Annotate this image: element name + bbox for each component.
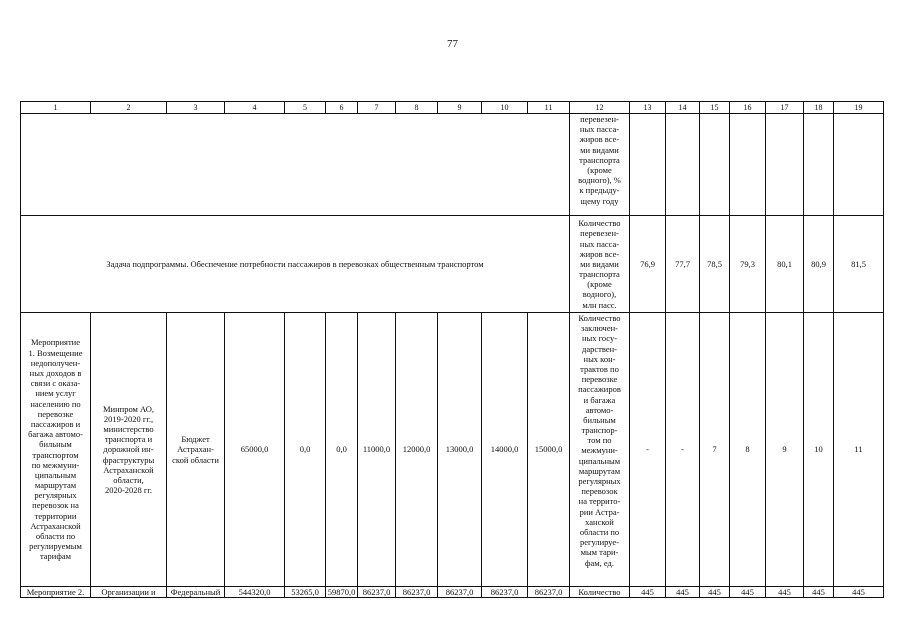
executor-cell: Организации и (91, 587, 167, 598)
value-cell: 445 (834, 587, 884, 598)
year-value-cell: 12000,0 (396, 313, 438, 587)
value-cell: 76,9 (630, 216, 666, 313)
value-cell: 8 (730, 313, 766, 587)
year-value-cell: 86237,0 (358, 587, 396, 598)
header-cell: 14 (666, 102, 700, 114)
header-row (21, 102, 884, 114)
year-value-cell: 15000,0 (528, 313, 570, 587)
year-value-cell: 86237,0 (528, 587, 570, 598)
total-cell: 65000,0 (225, 313, 285, 587)
value-cell: 81,5 (834, 216, 884, 313)
total-cell: 544320,0 (225, 587, 285, 598)
header-cell: 1 (21, 102, 91, 114)
header-cell: 8 (396, 102, 438, 114)
value-cell: 78,5 (700, 216, 730, 313)
empty-merged-cell (21, 114, 570, 216)
year-value-cell: 53265,0 (285, 587, 326, 598)
measure-row (21, 587, 884, 598)
header-cell: 16 (730, 102, 766, 114)
value-cell: 445 (730, 587, 766, 598)
value-cell: 80,1 (766, 216, 804, 313)
value-cell (666, 114, 700, 216)
executor-cell: Минпром АО, 2019-2020 гг., министерство транспорта и дорожной ин- фраструктуры Астраханской области, 2020-2028 гг. (91, 313, 167, 587)
value-cell (730, 114, 766, 216)
header-cell: 17 (766, 102, 804, 114)
indicator-cell: Количество (570, 587, 630, 598)
header-cell: 6 (326, 102, 358, 114)
value-cell (804, 114, 834, 216)
indicator-cell: Количество перевезен- ных пасса- жиров все- ми видами транспорта (кроме водного), млн пасс. (570, 216, 630, 313)
value-cell (700, 114, 730, 216)
header-cell: 5 (285, 102, 326, 114)
value-cell: - (630, 313, 666, 587)
measure-name: Мероприятие 2. (21, 587, 91, 598)
funding-source-cell: Федеральный (167, 587, 225, 598)
measure-row (21, 313, 884, 587)
value-cell: 445 (700, 587, 730, 598)
header-cell: 15 (700, 102, 730, 114)
header-cell: 11 (528, 102, 570, 114)
year-value-cell: 0,0 (326, 313, 358, 587)
header-cell: 12 (570, 102, 630, 114)
header-cell: 18 (804, 102, 834, 114)
page-number: 77 (447, 38, 458, 50)
continuation-row (21, 114, 884, 216)
value-cell: 11 (834, 313, 884, 587)
year-value-cell: 86237,0 (482, 587, 528, 598)
year-value-cell: 11000,0 (358, 313, 396, 587)
header-cell: 3 (167, 102, 225, 114)
header-cell: 10 (482, 102, 528, 114)
value-cell: 445 (766, 587, 804, 598)
year-value-cell: 13000,0 (438, 313, 482, 587)
measure-name: Мероприятие 1. Возмещение недополучен- ных доходов в связи с оказа- нием услуг населению по перевозке пассажиров и багажа автомо- бильным транспортом по межмуни- ципальным маршрутам регулярных перевозок на территории Астраханской области по регулируемым тарифам (21, 313, 91, 587)
indicator-cell: Количество заключен- ных госу- дарствен- ных кон- трактов по перевозке пассажиров и багажа автомо- бильным транспор- том по межмуни- ципальным маршрутам регулярных перевозок на террито- рии Астра- ханской области по регулируе- мым тари- фам, ед. (570, 313, 630, 587)
header-cell: 7 (358, 102, 396, 114)
year-value-cell: 0,0 (285, 313, 326, 587)
indicator-cell: перевезен- ных пасса- жиров все- ми видами транспорта (кроме водного), % к предыду- щему году (570, 114, 630, 216)
value-cell: 80,9 (804, 216, 834, 313)
task-title: Задача подпрограммы. Обеспечение потребности пассажиров в перевозках общественным транспортом (21, 216, 570, 313)
value-cell: 7 (700, 313, 730, 587)
value-cell (834, 114, 884, 216)
header-cell: 2 (91, 102, 167, 114)
header-cell: 9 (438, 102, 482, 114)
header-cell: 13 (630, 102, 666, 114)
value-cell (630, 114, 666, 216)
funding-source-cell: Бюджет Астрахан- ской области (167, 313, 225, 587)
year-value-cell: 59870,0 (326, 587, 358, 598)
value-cell: 445 (666, 587, 700, 598)
value-cell: 445 (804, 587, 834, 598)
year-value-cell: 14000,0 (482, 313, 528, 587)
header-cell: 4 (225, 102, 285, 114)
year-value-cell: 86237,0 (438, 587, 482, 598)
value-cell: 445 (630, 587, 666, 598)
value-cell: 9 (766, 313, 804, 587)
header-cell: 19 (834, 102, 884, 114)
year-value-cell: 86237,0 (396, 587, 438, 598)
value-cell: - (666, 313, 700, 587)
task-row (21, 216, 884, 313)
program-table (20, 101, 884, 598)
value-cell: 77,7 (666, 216, 700, 313)
value-cell: 10 (804, 313, 834, 587)
value-cell (766, 114, 804, 216)
value-cell: 79,3 (730, 216, 766, 313)
